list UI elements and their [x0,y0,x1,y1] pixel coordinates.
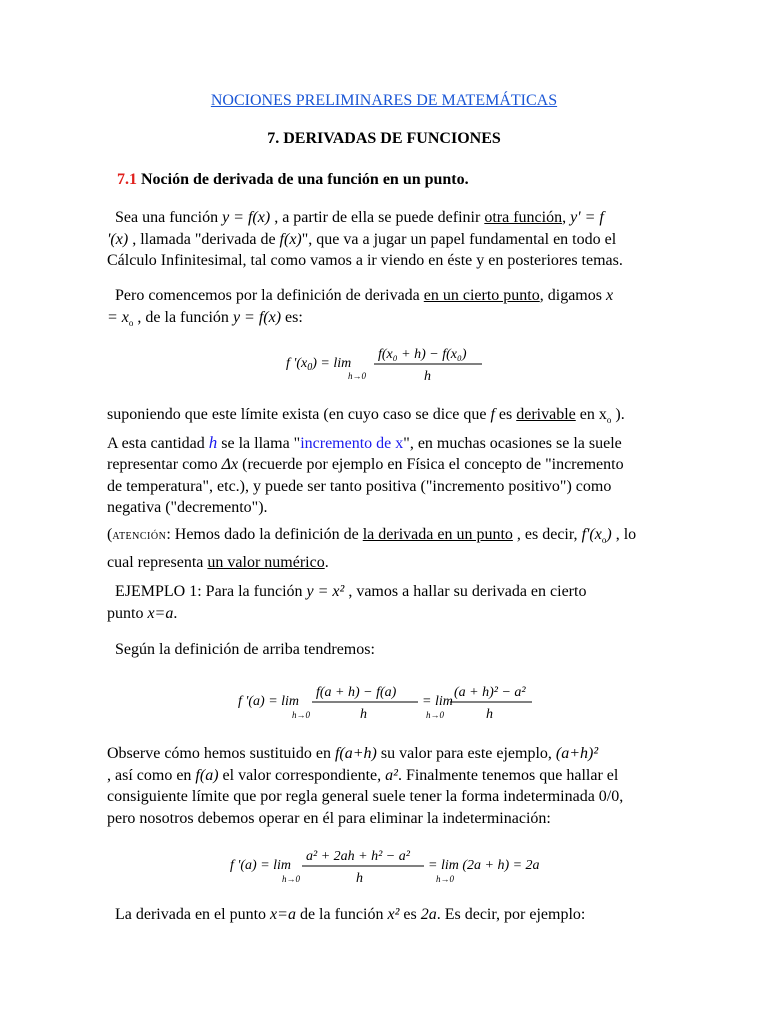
paragraph-line: , así como en f(a) el valor correspondiente, a². Finalmente tenemos que hallar el [107,766,619,784]
attention-note [107,524,667,573]
paragraph-line: negativa ("decremento"). [107,499,268,517]
svg-text:f '(a) = lim: f '(a) = lim [238,694,300,709]
document-title[interactable] [0,92,768,110]
paragraph-line: (ATENCIÓN: Hemos dado la definición de la derivada en un punto , es decir, $f'(x_o)$ , lo [107,526,637,546]
paragraph-line: Cálculo Infinitesimal, tal como vamos a ir viendo en éste y en posteriores temas. [107,252,623,269]
paragraph-line: Observe cómo hemos sustituido en f(a+h) su valor para este ejemplo, (a+h)² [107,745,599,762]
section-title: Noción de derivada de una función en un punto. [141,171,469,188]
svg-text:f '(a) = lim: f '(a) = lim [230,858,292,873]
paragraph-line: pero nosotros debemos operar en él para eliminar la indeterminación: [107,809,551,827]
paragraph-conclusion [107,904,667,926]
svg-text:a² + 2ah + h² − a²: a² + 2ah + h² − a² [306,849,410,864]
svg-text:= lim (2a + h) = 2a: = lim (2a + h) = 2a [428,858,540,873]
paragraph-intro [107,207,667,272]
title-link[interactable]: NOCIONES PRELIMINARES DE MATEMÁTICAS [210,92,558,109]
svg-text:h: h [486,707,493,722]
svg-text:f(x₀ + h) − f(x₀): f(x₀ + h) − f(x₀) [378,347,467,362]
paragraph-line: La derivada en el punto x=a de la función x² es 2a. Es decir, por ejemplo: [115,906,586,923]
paragraph-line: = $x_o$ , de la función y = f(x) es: [107,308,303,328]
chapter-heading [0,130,768,148]
svg-text:(a + h)² − a²: (a + h)² − a² [454,685,526,700]
paragraph-increment [107,404,667,519]
svg-text:h: h [424,369,431,384]
attention-label: ATENCIÓN [112,531,167,542]
svg-text:h→0: h→0 [348,371,366,381]
paragraph-definition [107,285,667,334]
formula-example-derivative [236,678,536,724]
paragraph-line: A esta cantidad h se la llama "incremento de x", en muchas ocasiones se la suele [107,432,622,452]
svg-text:h: h [360,707,367,722]
paragraph-line: Sea una función y = f(x) , a partir de ella se puede definir otra función, y' = f [115,209,604,226]
svg-text:= lim: = lim [422,694,453,709]
section-number: 7.1 [117,171,137,188]
paragraph-line: Pero comencemos por la definición de derivada en un cierto punto, digamos x [115,287,614,304]
section-heading [117,169,469,191]
paragraph-line: suponiendo que este límite exista (en cuyo caso se dice que f es derivable en $x_o$ ). [107,406,625,426]
segun-line: Según la definición de arriba tendremos: [115,641,375,658]
svg-text:h→0: h→0 [292,710,310,720]
svg-text:h: h [356,871,363,886]
svg-text:f '(x0) = lim: f '$(x_0) = \lim$ [286,356,352,373]
svg-text:f(a + h) − f(a): f(a + h) − f(a) [316,685,397,700]
paragraph-line: cual representa un valor numérico. [107,553,329,571]
paragraph-line: consiguiente límite que por regla general suele tener la forma indeterminada 0/0, [107,788,624,805]
formula-limit-evaluation [228,842,548,888]
svg-text:h→0: h→0 [436,874,454,884]
paragraph-line: punto x=a. [107,604,178,622]
svg-text:h→0: h→0 [282,874,300,884]
svg-text:h→0: h→0 [426,710,444,720]
paragraph-line: representar como Δx (recuerde por ejemplo en Física el concepto de "incremento [107,456,624,474]
paragraph-line: EJEMPLO 1: Para la función y = x² , vamos a hallar su derivada en cierto [115,583,587,600]
paragraph-line: de temperatura", etc.), y puede ser tanto positiva ("incremento positivo") como [107,477,612,495]
formula-derivative-definition [284,340,484,386]
paragraph-line: '(x) , llamada "derivada de f(x)", que va a jugar un papel fundamental en todo el [107,230,617,248]
paragraph-observe [107,743,667,829]
chapter-heading-text: 7. DERIVADAS DE FUNCIONES [267,130,501,147]
example-1 [107,581,667,624]
